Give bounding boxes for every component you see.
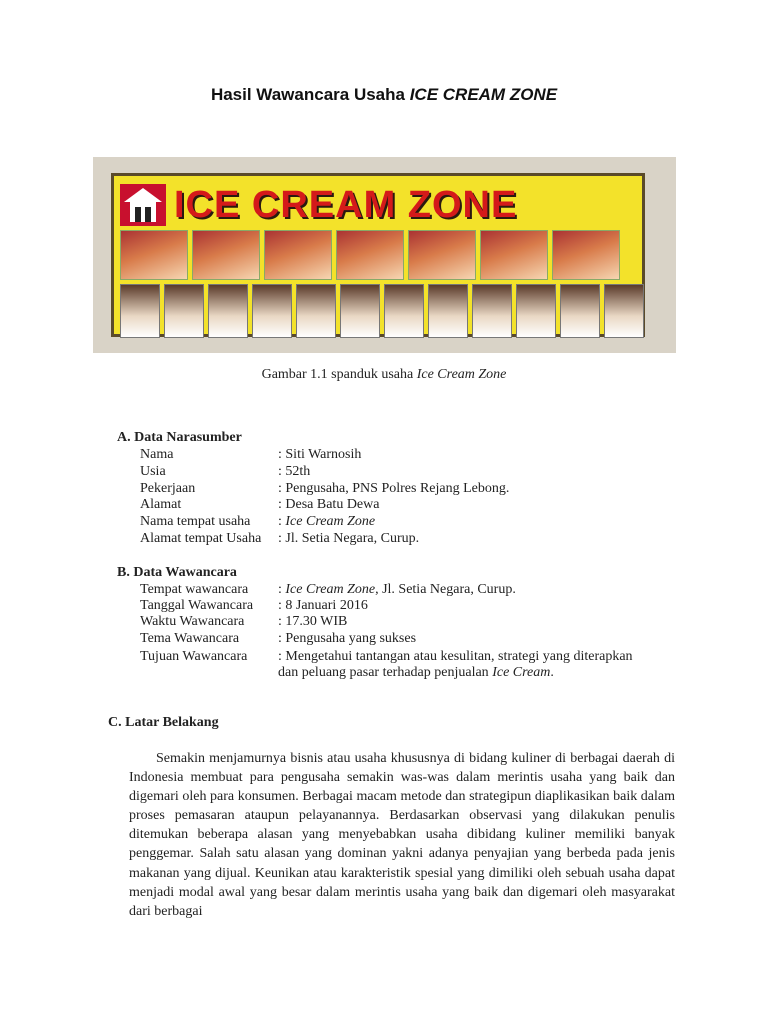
drink-photo xyxy=(472,284,512,338)
food-photo xyxy=(120,230,188,280)
drink-photo xyxy=(252,284,292,338)
food-photo xyxy=(408,230,476,280)
food-photo xyxy=(480,230,548,280)
caption-italic: Ice Cream Zone xyxy=(416,367,507,382)
row-value: : Jl. Setia Negara, Curup. xyxy=(278,531,420,546)
section-a-heading: A. Data Narasumber xyxy=(117,430,242,445)
row-label: Tempat wawancara xyxy=(140,582,249,597)
drink-photo xyxy=(604,284,644,338)
food-photo xyxy=(552,230,620,280)
row-label: Alamat tempat Usaha xyxy=(140,531,262,546)
caption-prefix: Gambar 1.1 spanduk usaha xyxy=(261,367,417,382)
row-value: dan peluang pasar terhadap penjualan Ice Cream. xyxy=(278,665,554,680)
row-value: : Ice Cream Zone, Jl. Setia Negara, Curup. xyxy=(278,582,516,597)
row-label: Nama xyxy=(140,447,174,462)
drink-photo xyxy=(516,284,556,338)
banner-text: ICE CREAM ZONE xyxy=(174,184,518,226)
row-value: : Siti Warnosih xyxy=(278,447,362,462)
row-value: : 8 Januari 2016 xyxy=(278,598,368,613)
row-label: Pekerjaan xyxy=(140,481,196,496)
page-title xyxy=(0,85,768,105)
drink-photo xyxy=(560,284,600,338)
drink-photo xyxy=(296,284,336,338)
drink-photo xyxy=(164,284,204,338)
figure-caption xyxy=(0,367,768,383)
row-label: Waktu Wawancara xyxy=(140,614,245,629)
row-value: : Desa Batu Dewa xyxy=(278,497,380,512)
drink-photo xyxy=(340,284,380,338)
row-value: : Pengusaha, PNS Polres Rejang Lebong. xyxy=(278,481,510,496)
row-value: : Pengusaha yang sukses xyxy=(278,631,417,646)
row-label: Tema Wawancara xyxy=(140,631,240,646)
drink-photo xyxy=(428,284,468,338)
banner-drink-row xyxy=(120,284,644,338)
section-c-heading: C. Latar Belakang xyxy=(108,715,219,730)
section-b-heading: B. Data Wawancara xyxy=(117,565,237,580)
food-photo xyxy=(264,230,332,280)
title-main: Hasil Wawancara Usaha xyxy=(210,85,410,104)
store-logo-icon xyxy=(120,184,166,226)
drink-photo xyxy=(384,284,424,338)
row-value: : 52th xyxy=(278,464,311,479)
row-value: : Ice Cream Zone xyxy=(278,514,376,529)
row-value: : 17.30 WIB xyxy=(278,614,348,629)
body-paragraph: Semakin menjamurnya bisnis atau usaha khususnya di bidang kuliner di berbagai daerah di Indonesia membuat para pengusaha semakin was-was dalam merintis usaha yang baik dan digemari oleh para konsumen. Berbagai macam metode dan strategipun diaplikasikan baik dalam proses pemasaran ataupun pelayanannya. Berdasarkan observasi yang dilakukan penulis ditemukan beberapa alasan yang menyebabkan usaha dibidang kuliner memiliki banyak penggemar. Salah satu alasan yang dominan yakni adanya penyajian yang berbeda pada jenis makanan yang dijual. Keunikan atau karakteristik spesial yang dimiliki oleh sebuah usaha dapat menjadi modal awal yang besar dalam merintis usaha yang baik dan digemari oleh masyarakat dari berbagai xyxy=(129,751,675,919)
drink-photo xyxy=(120,284,160,338)
banner-food-row xyxy=(120,230,620,280)
title-italic: ICE CREAM ZONE xyxy=(409,85,558,104)
row-label: Nama tempat usaha xyxy=(140,514,251,529)
row-label: Tanggal Wawancara xyxy=(140,598,254,613)
food-photo xyxy=(192,230,260,280)
row-label: Usia xyxy=(140,464,166,479)
banner-photo xyxy=(93,157,676,353)
food-photo xyxy=(336,230,404,280)
row-value: : Mengetahui tantangan atau kesulitan, strategi yang diterapkan xyxy=(278,649,633,664)
row-label: Alamat xyxy=(140,497,182,512)
row-label: Tujuan Wawancara xyxy=(140,649,248,664)
drink-photo xyxy=(208,284,248,338)
banner-sign xyxy=(111,173,645,337)
